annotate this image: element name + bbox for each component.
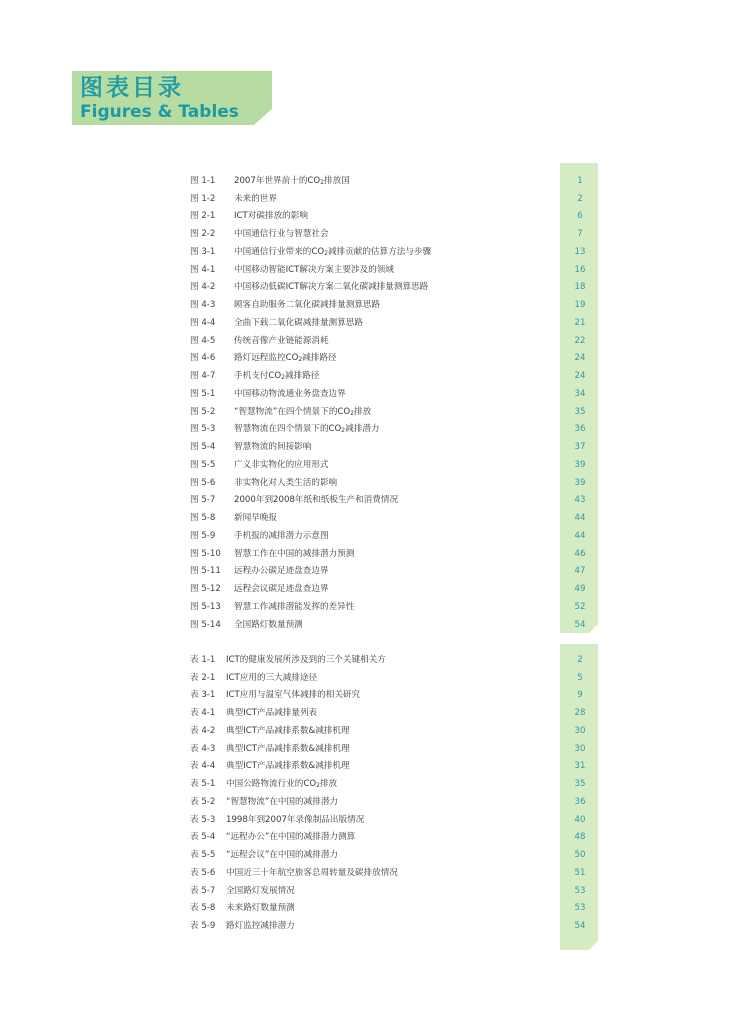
figure-entry[interactable]	[190, 492, 592, 510]
table-label: 表 3-1	[190, 690, 216, 701]
table-entry[interactable]	[190, 687, 592, 705]
figure-page-number: 39	[574, 459, 586, 470]
figure-title	[234, 281, 568, 293]
figure-page-number: 35	[574, 406, 586, 417]
figure-title-text: 智慧工作减排潜能发挥的差异性	[234, 601, 355, 612]
figure-title-text: 路灯远程监控CO	[234, 353, 299, 364]
figure-label: 图 5-1	[190, 388, 216, 399]
table-page-number: 54	[574, 921, 586, 932]
figure-page-number: 34	[574, 388, 586, 399]
table-title-text: 典型ICT产品减排系数&减排机理	[226, 743, 350, 754]
figure-page-number: 44	[574, 530, 586, 541]
table-label: 表 2-1	[190, 672, 216, 683]
figure-title-suffix: 减排潜力	[345, 424, 380, 435]
figure-title	[234, 246, 568, 258]
figure-entry[interactable]	[190, 350, 592, 368]
figure-page-number: 24	[574, 371, 586, 382]
figure-title	[234, 459, 568, 471]
figure-label: 图 1-1	[190, 175, 216, 186]
table-entry[interactable]	[190, 722, 592, 740]
figure-label: 图 4-2	[190, 282, 216, 293]
figure-page-number: 7	[577, 229, 583, 240]
table-page-number: 9	[577, 690, 583, 701]
figure-label: 图 5-6	[190, 477, 216, 488]
figure-page-number: 6	[577, 211, 583, 222]
figure-title-text: 中国通信行业带来的CO	[234, 246, 325, 257]
table-entry[interactable]	[190, 846, 592, 864]
figure-entry[interactable]	[190, 421, 592, 439]
table-page-number: 53	[574, 885, 586, 896]
figure-label: 图 5-12	[190, 584, 221, 595]
figures-list	[190, 172, 592, 634]
figure-title	[234, 548, 568, 560]
table-entry[interactable]	[190, 651, 592, 669]
page-title-en: Figures & Tables	[80, 102, 239, 122]
figure-label: 图 5-13	[190, 601, 221, 612]
figure-entry[interactable]	[190, 279, 592, 297]
figure-title	[234, 352, 568, 364]
figure-label: 图 3-1	[190, 246, 216, 257]
figure-title-subscript: 2	[281, 374, 285, 382]
figure-label: 图 5-14	[190, 619, 221, 630]
table-entry[interactable]	[190, 775, 592, 793]
figure-title-text: “智慧物流”在四个情景下的CO	[234, 406, 351, 417]
figure-title-text: 全国路灯数量预测	[234, 619, 303, 630]
figure-title	[234, 477, 568, 489]
figure-title-text: 中国移动智能ICT解决方案主要涉及的领域	[234, 264, 394, 275]
table-page-number: 50	[574, 850, 586, 861]
figure-entry[interactable]	[190, 296, 592, 314]
table-title	[226, 743, 568, 755]
table-entry[interactable]	[190, 669, 592, 687]
table-title-text: 典型ICT产品减排系数&减排机理	[226, 761, 350, 772]
figure-page-number: 36	[574, 424, 586, 435]
figure-title-text: 智慧物流在四个情景下的CO	[234, 424, 342, 435]
figure-page-number: 52	[574, 601, 586, 612]
table-entry[interactable]	[190, 793, 592, 811]
figure-entry[interactable]	[190, 385, 592, 403]
figure-label: 图 4-3	[190, 300, 216, 311]
table-page-number: 31	[574, 761, 586, 772]
figure-entry[interactable]	[190, 580, 592, 598]
figure-label: 图 1-2	[190, 193, 216, 204]
table-page-number: 36	[574, 796, 586, 807]
table-title-text: 典型ICT产品减排系数&减排机理	[226, 725, 350, 736]
figure-page-number: 21	[574, 317, 586, 328]
tables-list	[190, 651, 592, 935]
figure-entry[interactable]	[190, 509, 592, 527]
figure-title	[234, 175, 568, 187]
figure-page-number: 16	[574, 264, 586, 275]
table-title-text: “智慧物流”在中国的减排潜力	[226, 796, 339, 807]
table-title	[226, 672, 568, 684]
figure-title-text: 2007年世界前十的CO	[234, 175, 321, 186]
table-title	[226, 831, 568, 843]
figure-label: 图 4-1	[190, 264, 216, 275]
table-label: 表 1-1	[190, 654, 216, 665]
figure-title	[234, 512, 568, 524]
figure-page-number: 2	[577, 193, 583, 204]
figure-title-text: ICT对碳排放的影响	[234, 211, 308, 222]
table-title	[226, 920, 568, 932]
figure-title	[234, 406, 568, 418]
table-title	[226, 707, 568, 719]
figure-label: 图 5-7	[190, 495, 216, 506]
figure-title-text: 全曲下载二氧化碳减排量测算思路	[234, 317, 363, 328]
table-title	[226, 725, 568, 737]
figure-title-text: 远程会议碳足迹盘查边界	[234, 584, 329, 595]
figure-label: 图 4-5	[190, 335, 216, 346]
table-page-number: 30	[574, 743, 586, 754]
page-title-zh: 图表目录	[80, 75, 184, 101]
figure-page-number: 24	[574, 353, 586, 364]
table-entry[interactable]	[190, 829, 592, 847]
table-label: 表 5-6	[190, 867, 216, 878]
table-title	[226, 885, 568, 897]
figure-title	[234, 565, 568, 577]
table-title-suffix: 排放	[319, 779, 338, 790]
figure-title-text: 广义非实物化的应用形式	[234, 459, 329, 470]
figure-title	[234, 388, 568, 400]
figure-entry[interactable]	[190, 545, 592, 563]
figure-entry[interactable]	[190, 474, 592, 492]
figure-title	[234, 619, 568, 631]
figure-title	[234, 494, 568, 506]
table-title-text: 典型ICT产品减排量列表	[226, 708, 318, 719]
figure-title	[234, 583, 568, 595]
figure-title	[234, 423, 568, 435]
figure-title	[234, 228, 568, 240]
table-title-text: “远程会议”在中国的减排潜力	[226, 850, 339, 861]
table-title	[226, 867, 568, 879]
table-title	[226, 760, 568, 772]
figure-title-suffix: 减排路径	[284, 371, 320, 382]
figure-entry[interactable]	[190, 314, 592, 332]
figure-title-subscript: 2	[341, 427, 346, 435]
figure-entry[interactable]	[190, 527, 592, 545]
figure-entry[interactable]	[190, 367, 592, 385]
figure-page-number: 22	[574, 335, 586, 346]
figure-label: 图 5-9	[190, 530, 216, 541]
table-title-text: 未来路灯数量预测	[226, 903, 295, 914]
figure-title-text: 远程办公碳足迹盘查边界	[234, 566, 329, 577]
table-label: 表 4-1	[190, 708, 216, 719]
figure-title-suffix: 排放国	[324, 175, 350, 186]
figure-entry[interactable]	[190, 598, 592, 616]
table-entry[interactable]	[190, 864, 592, 882]
figure-entry[interactable]	[190, 261, 592, 279]
table-label: 表 5-1	[190, 779, 216, 790]
table-title	[226, 902, 568, 914]
table-entry[interactable]	[190, 740, 592, 758]
table-title	[226, 814, 568, 826]
figure-label: 图 4-7	[190, 371, 216, 382]
figure-title-text: 中国移动低碳ICT解决方案二氧化碳减排量测算思路	[234, 282, 429, 293]
figure-title-subscript: 2	[324, 249, 328, 257]
figure-page-number: 46	[574, 548, 586, 559]
figure-entry[interactable]	[190, 172, 592, 190]
table-title-text: 中国近三十年航空旅客总周转量及碳排放情况	[226, 867, 398, 878]
table-title-subscript: 2	[316, 782, 320, 790]
figure-title-text: 顾客自助服务二氧化碳减排量测算思路	[234, 300, 381, 311]
table-label: 表 4-4	[190, 761, 216, 772]
table-entry[interactable]	[190, 882, 592, 900]
figure-page-number: 39	[574, 477, 586, 488]
table-label: 表 5-3	[190, 814, 216, 825]
figure-title-suffix: 减排路径	[302, 353, 337, 364]
figure-label: 图 5-10	[190, 548, 221, 559]
figure-label: 图 2-1	[190, 211, 216, 222]
figure-title-subscript: 2	[298, 356, 303, 364]
table-entry[interactable]	[190, 811, 592, 829]
table-label: 表 5-8	[190, 903, 216, 914]
figure-entry[interactable]	[190, 616, 592, 634]
table-title-text: ICT应用与温室气体减排的相关研究	[226, 690, 361, 701]
figure-title-subscript: 2	[350, 409, 355, 417]
figure-title	[234, 299, 568, 311]
figure-label: 图 4-6	[190, 353, 216, 364]
table-entry[interactable]	[190, 900, 592, 918]
figure-label: 图 5-2	[190, 406, 216, 417]
table-title-text: ICT的健康发展所涉及到的三个关键相关方	[226, 654, 386, 665]
table-entry[interactable]	[190, 917, 592, 935]
table-label: 表 5-7	[190, 885, 216, 896]
table-title-text: 路灯监控减排潜力	[226, 921, 295, 932]
table-title	[226, 778, 568, 790]
figure-label: 图 4-4	[190, 317, 216, 328]
figure-page-number: 37	[574, 442, 586, 453]
table-title	[226, 796, 568, 808]
figure-title-text: 中国移动物流通业务盘查边界	[234, 388, 346, 399]
table-page-number: 35	[574, 779, 586, 790]
figure-title-text: 中国通信行业与智慧社会	[234, 229, 329, 240]
table-page-number: 53	[574, 903, 586, 914]
figure-page-number: 1	[577, 175, 583, 186]
figure-label: 图 5-11	[190, 566, 221, 577]
table-title-text: ICT应用的三大减排途径	[226, 672, 318, 683]
figure-label: 图 5-4	[190, 442, 216, 453]
figure-title-suffix: 排放	[354, 406, 372, 417]
table-page-number: 2	[577, 654, 583, 665]
figure-page-number: 13	[574, 246, 586, 257]
figure-title	[234, 210, 568, 222]
table-title	[226, 654, 568, 666]
figure-title	[234, 264, 568, 276]
figure-page-number: 47	[574, 566, 586, 577]
figure-title-text: 非实物化对人类生活的影响	[234, 477, 338, 488]
table-page-number: 28	[574, 708, 586, 719]
table-page-number: 30	[574, 725, 586, 736]
figure-label: 图 5-5	[190, 459, 216, 470]
figure-page-number: 43	[574, 495, 586, 506]
table-label: 表 4-3	[190, 743, 216, 754]
figure-title-suffix: 减排贡献的估算方法与步骤	[327, 246, 432, 257]
figure-title	[234, 335, 568, 347]
table-page-number: 48	[574, 832, 586, 843]
figure-title-text: 新闻早晚报	[234, 513, 277, 524]
figure-entry[interactable]	[190, 563, 592, 581]
figure-entry[interactable]	[190, 243, 592, 261]
figure-title-text: 未来的世界	[234, 193, 277, 204]
table-page-number: 51	[574, 867, 586, 878]
table-title-text: 中国公路物流行业的CO	[226, 779, 317, 790]
table-title	[226, 849, 568, 861]
figure-page-number: 49	[574, 584, 586, 595]
figure-title-text: 手机支付CO	[234, 371, 282, 382]
table-title-text: 1998年到2007年录像制品出版情况	[226, 814, 365, 825]
figure-entry[interactable]	[190, 332, 592, 350]
table-label: 表 5-4	[190, 832, 216, 843]
figure-entry[interactable]	[190, 208, 592, 226]
table-entry[interactable]	[190, 704, 592, 722]
figure-title	[234, 530, 568, 542]
figure-entry[interactable]	[190, 456, 592, 474]
figure-label: 图 5-3	[190, 424, 216, 435]
figure-entry[interactable]	[190, 225, 592, 243]
table-title-text: “远程办公”在中国的减排潜力测算	[226, 832, 356, 843]
figure-title	[234, 370, 568, 382]
table-title-text: 全国路灯发展情况	[226, 885, 295, 896]
figure-page-number: 19	[574, 300, 586, 311]
table-page-number: 40	[574, 814, 586, 825]
figure-title-subscript: 2	[320, 178, 325, 186]
figure-entry[interactable]	[190, 190, 592, 208]
figure-label: 图 5-8	[190, 513, 216, 524]
table-title	[226, 689, 568, 701]
figure-label: 图 2-2	[190, 229, 216, 240]
figure-entry[interactable]	[190, 438, 592, 456]
figure-title	[234, 317, 568, 329]
figure-entry[interactable]	[190, 403, 592, 421]
figure-title-text: 手机报的减排潜力示意图	[234, 530, 329, 541]
figure-title-text: 智慧物流的间接影响	[234, 442, 312, 453]
figure-page-number: 44	[574, 513, 586, 524]
figure-title-text: 智慧工作在中国的减排潜力预测	[234, 548, 355, 559]
table-label: 表 5-5	[190, 850, 216, 861]
table-label: 表 4-2	[190, 725, 216, 736]
figure-title	[234, 601, 568, 613]
figure-page-number: 18	[574, 282, 586, 293]
table-entry[interactable]	[190, 758, 592, 776]
figure-title	[234, 193, 568, 205]
figure-title	[234, 441, 568, 453]
figure-title-text: 传统音像产业链能源消耗	[234, 335, 329, 346]
table-page-number: 5	[577, 672, 583, 683]
figure-title-text: 2000年到2008年纸和纸板生产和消费情况	[234, 495, 399, 506]
table-label: 表 5-9	[190, 921, 216, 932]
table-label: 表 5-2	[190, 796, 216, 807]
figure-page-number: 54	[574, 619, 586, 630]
